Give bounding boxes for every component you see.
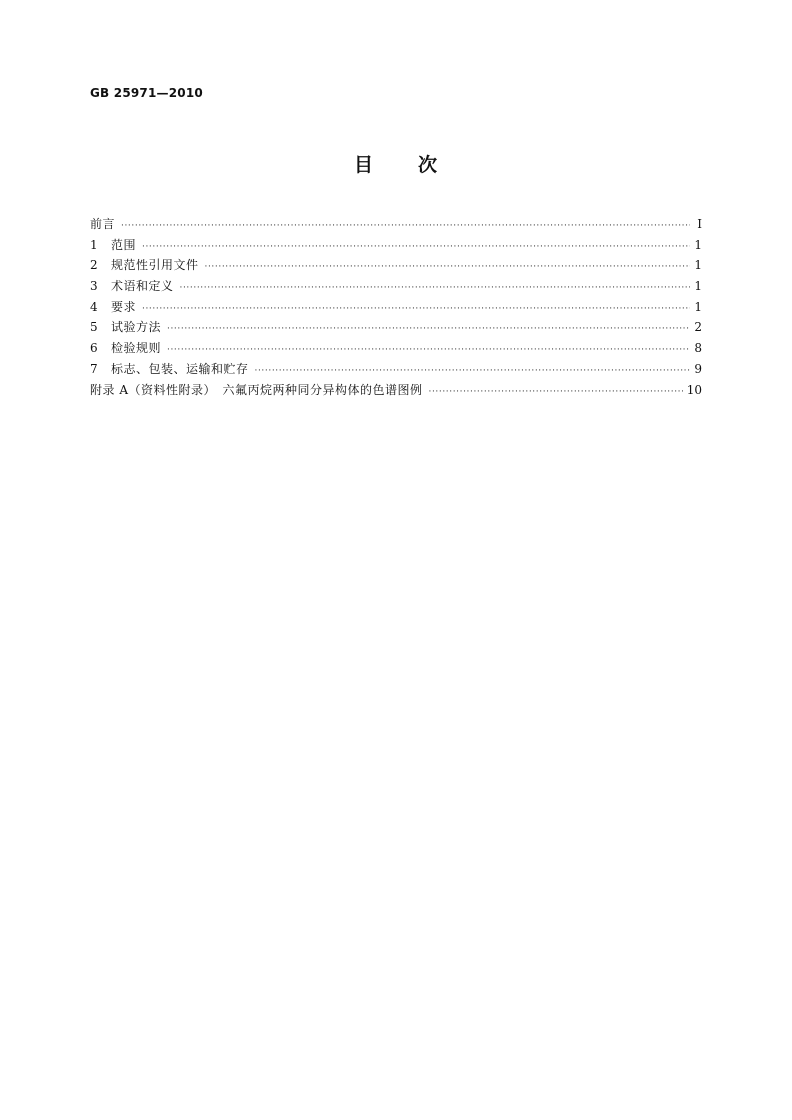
toc-label: 要求 [111, 299, 137, 314]
toc-page: 2 [694, 320, 702, 335]
toc-label: 术语和定义 [111, 279, 174, 294]
toc-label: 范围 [111, 237, 137, 252]
title-char-1: 目 [353, 154, 374, 176]
toc-number: 1 [90, 237, 98, 252]
toc-item-terms-definitions[interactable] [90, 276, 702, 297]
toc-page: 8 [694, 341, 702, 356]
toc-leader [180, 278, 690, 299]
toc-item-test-methods[interactable] [90, 317, 702, 338]
toc-leader [121, 216, 690, 237]
toc-number: 6 [90, 341, 98, 356]
toc-leader [167, 319, 690, 340]
toc-leader [205, 257, 690, 278]
toc-number: 7 [90, 361, 98, 376]
toc-page: 1 [694, 237, 702, 252]
toc-page: 10 [686, 382, 702, 397]
toc-item-inspection-rules[interactable] [90, 338, 702, 359]
toc-label: 试验方法 [111, 320, 162, 335]
toc-label: 检验规则 [111, 341, 162, 356]
title-char-2: 次 [418, 154, 439, 176]
toc-item-appendix-a[interactable] [90, 380, 702, 401]
toc-label: 规范性引用文件 [111, 258, 199, 273]
toc-page: 1 [694, 299, 702, 314]
toc-leader [167, 340, 690, 361]
toc-page: Ⅰ [697, 217, 702, 231]
toc-number: 4 [90, 299, 98, 314]
toc-item-requirements[interactable] [90, 297, 702, 318]
toc-item-scope[interactable] [90, 235, 702, 256]
toc-item-preface[interactable] [90, 214, 702, 235]
toc-label: 前言 [90, 217, 116, 231]
toc-number: 2 [90, 258, 98, 273]
page-title [0, 150, 792, 177]
toc-leader [142, 237, 690, 258]
toc-number: 3 [90, 279, 98, 294]
toc-leader [255, 361, 690, 382]
toc-label: 标志、包装、运输和贮存 [111, 361, 249, 376]
toc-leader [142, 299, 690, 320]
table-of-contents [90, 214, 702, 400]
toc-leader [428, 382, 682, 403]
toc-page: 1 [694, 258, 702, 273]
standard-code: GB 25971—2010 [90, 86, 203, 100]
toc-page: 9 [694, 361, 702, 376]
toc-item-normative-references[interactable] [90, 255, 702, 276]
toc-item-marking-packaging[interactable] [90, 359, 702, 380]
toc-number: 5 [90, 320, 98, 335]
toc-label: 附录 A（资料性附录） 六氟丙烷两种同分异构体的色谱图例 [90, 382, 423, 397]
toc-page: 1 [694, 279, 702, 294]
